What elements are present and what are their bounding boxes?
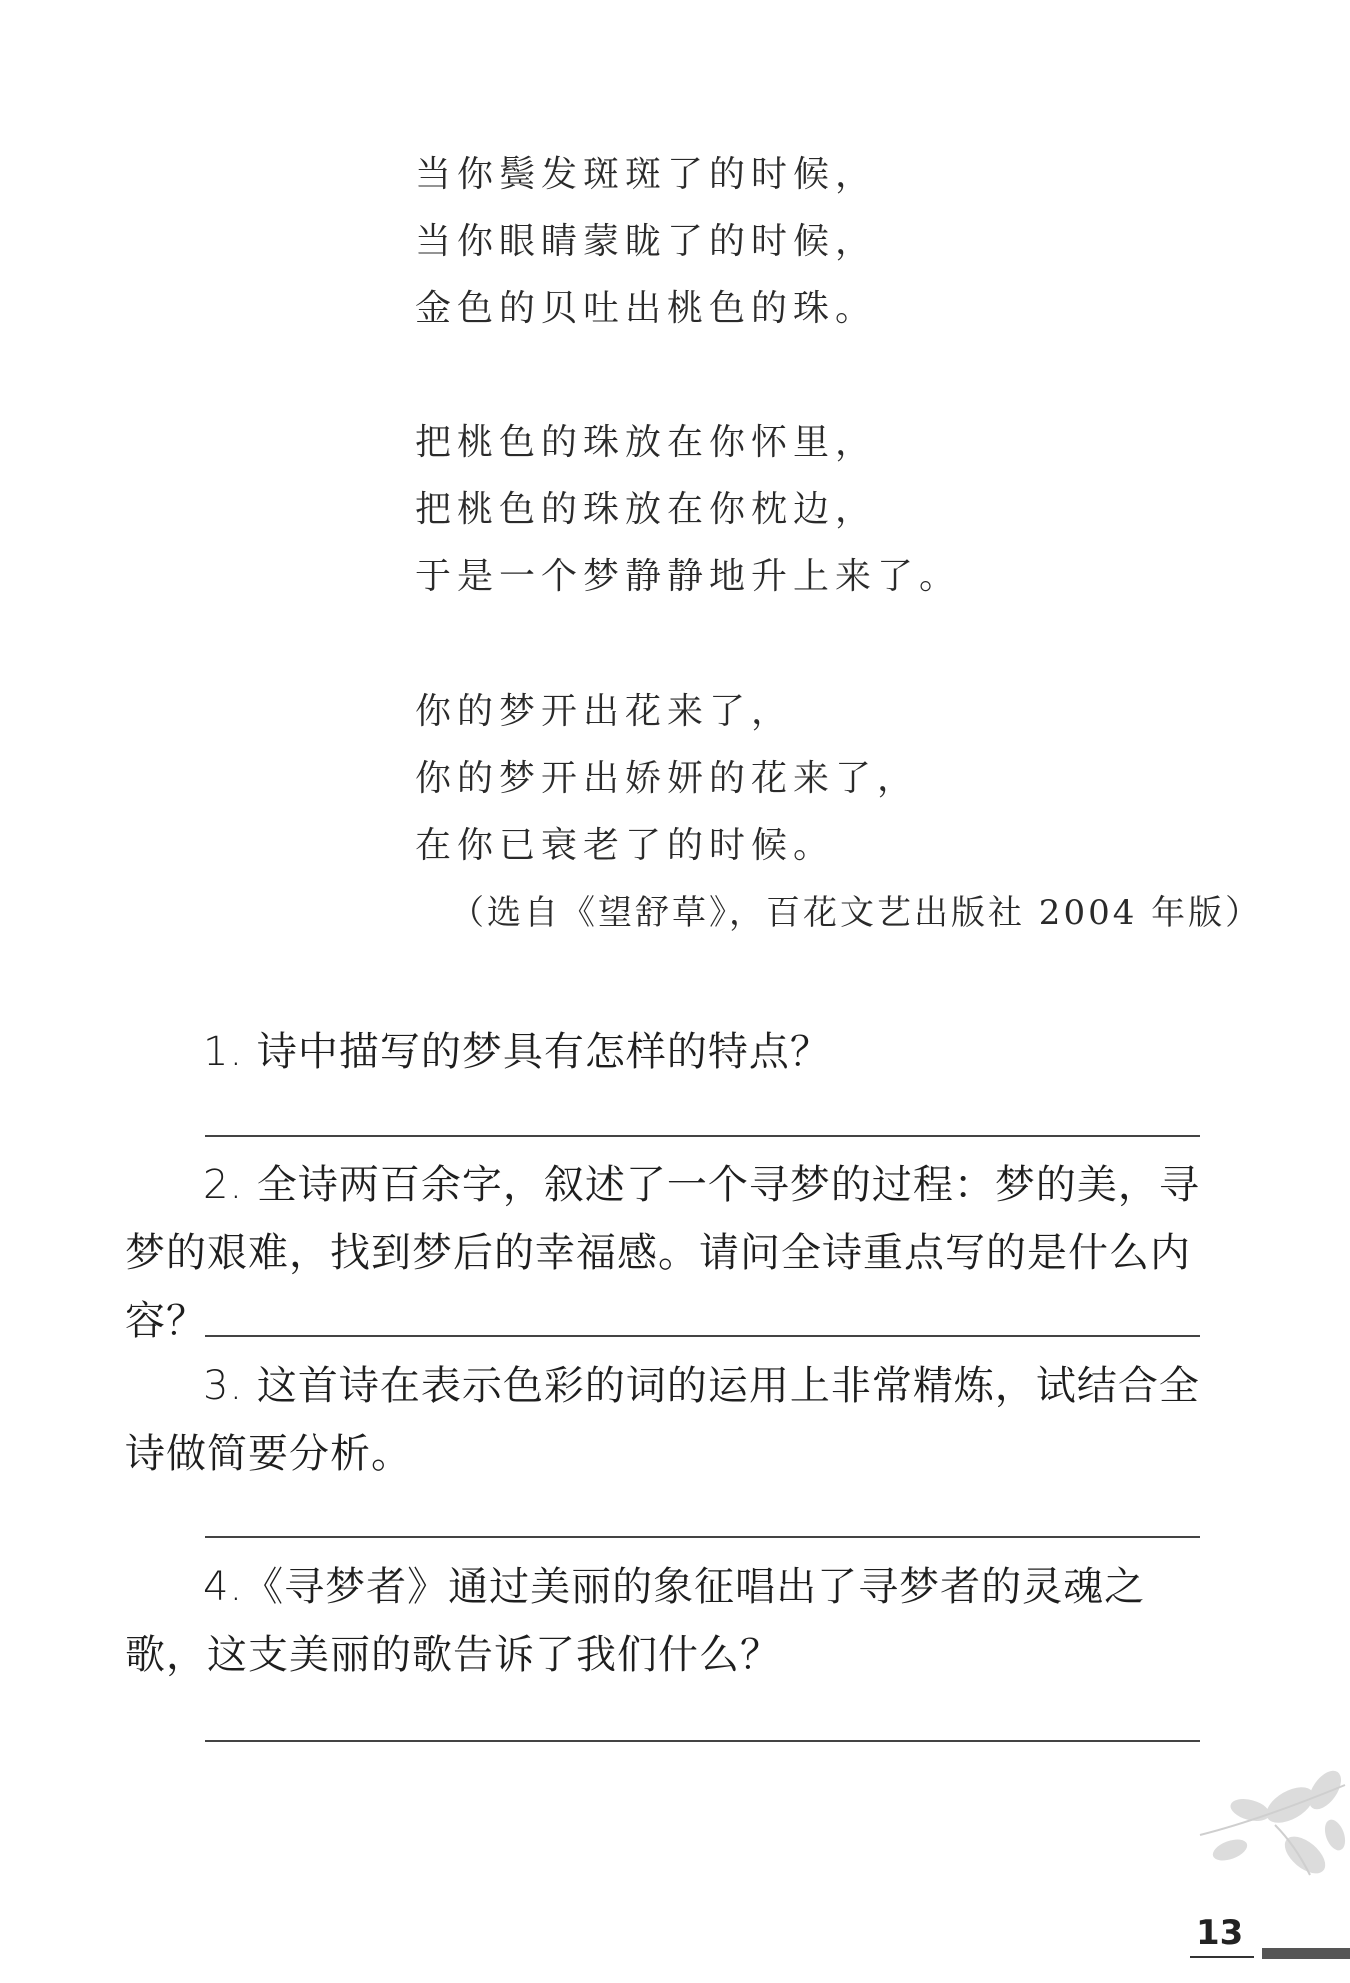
poem-line: 在你已衰老了的时候。: [415, 825, 836, 866]
poem-line: 把桃色的珠放在你枕边，: [415, 489, 878, 530]
poem-line: 把桃色的珠放在你怀里，: [415, 422, 878, 463]
question-3: 3. 这首诗在表示色彩的词的运用上非常精炼，试结合全诗做简要分析。: [125, 1363, 1200, 1477]
answer-line-3[interactable]: [205, 1536, 1200, 1538]
poem-line: 于是一个梦静静地升上来了。: [415, 556, 962, 597]
poem-line: 金色的贝吐出桃色的珠。: [415, 288, 878, 329]
poem-source: （选自《望舒草》，百花文艺出版社 2004 年版）: [450, 893, 1263, 933]
answer-line-2[interactable]: [205, 1335, 1200, 1337]
page-number-bar: [1262, 1948, 1350, 1959]
poem-line: 当你鬓发斑斑了的时候，: [415, 154, 878, 195]
poem-line: 你的梦开出娇妍的花来了，: [415, 758, 920, 799]
question-4: 4.《寻梦者》通过美丽的象征唱出了寻梦者的灵魂之歌，这支美丽的歌告诉了我们什么？: [125, 1564, 1146, 1678]
answer-line-4[interactable]: [205, 1740, 1200, 1742]
answer-line-1[interactable]: [205, 1135, 1200, 1137]
question-1: 1. 诗中描写的梦具有怎样的特点？: [203, 1029, 831, 1075]
question-2: 2. 全诗两百余字，叙述了一个寻梦的过程：梦的美，寻梦的艰难，找到梦后的幸福感。请问全诗重点写的是什么内容？: [125, 1162, 1200, 1344]
leaf-decoration-icon: [1180, 1765, 1350, 1915]
page-number-underline: [1190, 1956, 1254, 1958]
poem-line: 你的梦开出花来了，: [415, 691, 794, 732]
page-number: 13: [1196, 1913, 1244, 1953]
poem-line: 当你眼睛蒙眬了的时候，: [415, 221, 878, 262]
